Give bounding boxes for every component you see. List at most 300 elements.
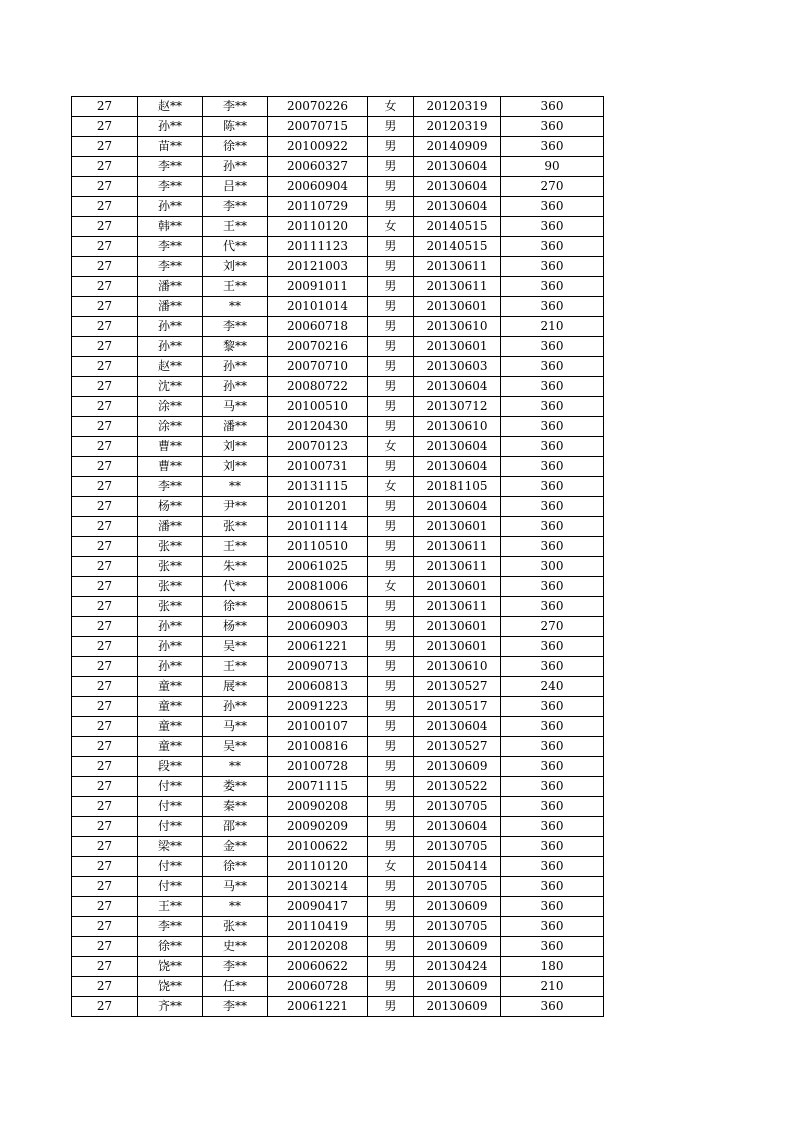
date-cell: 20130604 — [414, 177, 501, 197]
name-b-cell: 马** — [203, 397, 268, 417]
name-a-cell: 李** — [138, 477, 203, 497]
table-row — [72, 977, 604, 997]
name-b-cell: 吴** — [203, 737, 268, 757]
table-row — [72, 137, 604, 157]
name-b-cell: 孙** — [203, 697, 268, 717]
table-row — [72, 537, 604, 557]
date-cell: 20130609 — [414, 937, 501, 957]
name-b-cell: 娄** — [203, 777, 268, 797]
class-cell: 27 — [72, 497, 138, 517]
table-row — [72, 777, 604, 797]
table-row — [72, 917, 604, 937]
date-cell: 20140909 — [414, 137, 501, 157]
table-row — [72, 297, 604, 317]
name-b-cell: ** — [203, 297, 268, 317]
class-cell: 27 — [72, 657, 138, 677]
table-row — [72, 957, 604, 977]
gender-cell: 男 — [368, 117, 414, 137]
name-b-cell: 展** — [203, 677, 268, 697]
table-body — [72, 97, 604, 1017]
name-b-cell: ** — [203, 477, 268, 497]
days-cell: 360 — [501, 357, 604, 377]
days-cell: 360 — [501, 797, 604, 817]
date-cell: 20130609 — [414, 897, 501, 917]
birth-date-cell: 20110120 — [268, 857, 368, 877]
name-a-cell: 曹** — [138, 437, 203, 457]
birth-date-cell: 20070715 — [268, 117, 368, 137]
name-a-cell: 孙** — [138, 197, 203, 217]
name-a-cell: 童** — [138, 737, 203, 757]
name-a-cell: 徐** — [138, 937, 203, 957]
class-cell: 27 — [72, 157, 138, 177]
class-cell: 27 — [72, 177, 138, 197]
date-cell: 20130527 — [414, 677, 501, 697]
table-row — [72, 577, 604, 597]
name-a-cell: 赵** — [138, 357, 203, 377]
birth-date-cell: 20060327 — [268, 157, 368, 177]
name-b-cell: 李** — [203, 197, 268, 217]
days-cell: 270 — [501, 617, 604, 637]
table-row — [72, 637, 604, 657]
name-b-cell: 孙** — [203, 157, 268, 177]
class-cell: 27 — [72, 97, 138, 117]
date-cell: 20130517 — [414, 697, 501, 717]
birth-date-cell: 20100816 — [268, 737, 368, 757]
date-cell: 20181105 — [414, 477, 501, 497]
class-cell: 27 — [72, 777, 138, 797]
class-cell: 27 — [72, 797, 138, 817]
class-cell: 27 — [72, 217, 138, 237]
name-a-cell: 沈** — [138, 377, 203, 397]
class-cell: 27 — [72, 417, 138, 437]
days-cell: 360 — [501, 537, 604, 557]
name-b-cell: 王** — [203, 657, 268, 677]
name-b-cell: 潘** — [203, 417, 268, 437]
name-b-cell: 张** — [203, 517, 268, 537]
date-cell: 20130604 — [414, 717, 501, 737]
gender-cell: 男 — [368, 457, 414, 477]
table-row — [72, 457, 604, 477]
date-cell: 20130604 — [414, 497, 501, 517]
class-cell: 27 — [72, 877, 138, 897]
name-b-cell: 徐** — [203, 597, 268, 617]
class-cell: 27 — [72, 897, 138, 917]
days-cell: 360 — [501, 237, 604, 257]
gender-cell: 男 — [368, 757, 414, 777]
gender-cell: 男 — [368, 517, 414, 537]
days-cell: 360 — [501, 337, 604, 357]
birth-date-cell: 20101114 — [268, 517, 368, 537]
gender-cell: 女 — [368, 97, 414, 117]
table-row — [72, 757, 604, 777]
table-row — [72, 817, 604, 837]
gender-cell: 男 — [368, 737, 414, 757]
name-b-cell: 吴** — [203, 637, 268, 657]
gender-cell: 男 — [368, 137, 414, 157]
name-b-cell: 史** — [203, 937, 268, 957]
table-row — [72, 617, 604, 637]
date-cell: 20130609 — [414, 997, 501, 1017]
gender-cell: 男 — [368, 977, 414, 997]
date-cell: 20130604 — [414, 457, 501, 477]
name-a-cell: 孙** — [138, 337, 203, 357]
date-cell: 20130705 — [414, 797, 501, 817]
gender-cell: 男 — [368, 997, 414, 1017]
gender-cell: 男 — [368, 177, 414, 197]
birth-date-cell: 20061025 — [268, 557, 368, 577]
gender-cell: 女 — [368, 437, 414, 457]
name-b-cell: 朱** — [203, 557, 268, 577]
name-b-cell: 李** — [203, 317, 268, 337]
table-row — [72, 937, 604, 957]
date-cell: 20130705 — [414, 917, 501, 937]
date-cell: 20130604 — [414, 377, 501, 397]
name-a-cell: 杨** — [138, 497, 203, 517]
gender-cell: 男 — [368, 557, 414, 577]
date-cell: 20130705 — [414, 837, 501, 857]
class-cell: 27 — [72, 937, 138, 957]
days-cell: 360 — [501, 97, 604, 117]
name-a-cell: 孙** — [138, 637, 203, 657]
gender-cell: 男 — [368, 637, 414, 657]
birth-date-cell: 20090417 — [268, 897, 368, 917]
class-cell: 27 — [72, 997, 138, 1017]
class-cell: 27 — [72, 577, 138, 597]
gender-cell: 男 — [368, 657, 414, 677]
birth-date-cell: 20060904 — [268, 177, 368, 197]
gender-cell: 男 — [368, 197, 414, 217]
days-cell: 360 — [501, 697, 604, 717]
gender-cell: 男 — [368, 717, 414, 737]
gender-cell: 男 — [368, 917, 414, 937]
name-b-cell: 李** — [203, 97, 268, 117]
gender-cell: 男 — [368, 797, 414, 817]
days-cell: 270 — [501, 177, 604, 197]
class-cell: 27 — [72, 197, 138, 217]
name-b-cell: 马** — [203, 877, 268, 897]
gender-cell: 男 — [368, 937, 414, 957]
name-a-cell: 付** — [138, 777, 203, 797]
gender-cell: 男 — [368, 317, 414, 337]
name-a-cell: 饶** — [138, 957, 203, 977]
name-a-cell: 孙** — [138, 657, 203, 677]
name-b-cell: 黎** — [203, 337, 268, 357]
date-cell: 20130601 — [414, 297, 501, 317]
name-b-cell: 代** — [203, 237, 268, 257]
name-b-cell: 尹** — [203, 497, 268, 517]
date-cell: 20130601 — [414, 337, 501, 357]
name-a-cell: 付** — [138, 857, 203, 877]
name-b-cell: 张** — [203, 917, 268, 937]
table-row — [72, 557, 604, 577]
name-a-cell: 童** — [138, 697, 203, 717]
birth-date-cell: 20061221 — [268, 637, 368, 657]
days-cell: 180 — [501, 957, 604, 977]
class-cell: 27 — [72, 977, 138, 997]
days-cell: 360 — [501, 437, 604, 457]
table-row — [72, 737, 604, 757]
class-cell: 27 — [72, 677, 138, 697]
date-cell: 20130604 — [414, 817, 501, 837]
birth-date-cell: 20090713 — [268, 657, 368, 677]
birth-date-cell: 20060903 — [268, 617, 368, 637]
date-cell: 20130611 — [414, 257, 501, 277]
table-row — [72, 517, 604, 537]
date-cell: 20130604 — [414, 197, 501, 217]
table-row — [72, 997, 604, 1017]
name-a-cell: 童** — [138, 717, 203, 737]
name-b-cell: 邵** — [203, 817, 268, 837]
birth-date-cell: 20070226 — [268, 97, 368, 117]
table-row — [72, 677, 604, 697]
days-cell: 210 — [501, 977, 604, 997]
gender-cell: 男 — [368, 157, 414, 177]
class-cell: 27 — [72, 237, 138, 257]
birth-date-cell: 20110120 — [268, 217, 368, 237]
birth-date-cell: 20070710 — [268, 357, 368, 377]
birth-date-cell: 20060813 — [268, 677, 368, 697]
name-a-cell: 李** — [138, 917, 203, 937]
date-cell: 20130611 — [414, 557, 501, 577]
name-a-cell: 孙** — [138, 117, 203, 137]
name-a-cell: 李** — [138, 237, 203, 257]
date-cell: 20130609 — [414, 977, 501, 997]
name-a-cell: 赵** — [138, 97, 203, 117]
date-cell: 20130712 — [414, 397, 501, 417]
days-cell: 360 — [501, 577, 604, 597]
date-cell: 20130705 — [414, 877, 501, 897]
gender-cell: 男 — [368, 837, 414, 857]
birth-date-cell: 20090209 — [268, 817, 368, 837]
gender-cell: 男 — [368, 677, 414, 697]
birth-date-cell: 20131115 — [268, 477, 368, 497]
name-b-cell: 秦** — [203, 797, 268, 817]
gender-cell: 男 — [368, 497, 414, 517]
days-cell: 360 — [501, 417, 604, 437]
name-a-cell: 涂** — [138, 397, 203, 417]
gender-cell: 男 — [368, 237, 414, 257]
days-cell: 360 — [501, 397, 604, 417]
table-row — [72, 177, 604, 197]
gender-cell: 男 — [368, 297, 414, 317]
class-cell: 27 — [72, 637, 138, 657]
date-cell: 20130522 — [414, 777, 501, 797]
table-row — [72, 277, 604, 297]
name-b-cell: ** — [203, 897, 268, 917]
birth-date-cell: 20090208 — [268, 797, 368, 817]
days-cell: 360 — [501, 597, 604, 617]
gender-cell: 男 — [368, 817, 414, 837]
days-cell: 90 — [501, 157, 604, 177]
class-cell: 27 — [72, 917, 138, 937]
name-b-cell: 孙** — [203, 377, 268, 397]
gender-cell: 男 — [368, 777, 414, 797]
date-cell: 20130603 — [414, 357, 501, 377]
gender-cell: 女 — [368, 577, 414, 597]
days-cell: 360 — [501, 497, 604, 517]
name-a-cell: 潘** — [138, 517, 203, 537]
gender-cell: 男 — [368, 597, 414, 617]
name-a-cell: 张** — [138, 577, 203, 597]
days-cell: 360 — [501, 917, 604, 937]
class-cell: 27 — [72, 817, 138, 837]
name-b-cell: 徐** — [203, 857, 268, 877]
name-a-cell: 王** — [138, 897, 203, 917]
name-a-cell: 付** — [138, 877, 203, 897]
days-cell: 360 — [501, 137, 604, 157]
birth-date-cell: 20120208 — [268, 937, 368, 957]
date-cell: 20130601 — [414, 517, 501, 537]
date-cell: 20140515 — [414, 217, 501, 237]
birth-date-cell: 20101014 — [268, 297, 368, 317]
name-a-cell: 韩** — [138, 217, 203, 237]
birth-date-cell: 20061221 — [268, 997, 368, 1017]
birth-date-cell: 20100107 — [268, 717, 368, 737]
gender-cell: 男 — [368, 257, 414, 277]
date-cell: 20130604 — [414, 157, 501, 177]
name-b-cell: 杨** — [203, 617, 268, 637]
birth-date-cell: 20070123 — [268, 437, 368, 457]
birth-date-cell: 20060728 — [268, 977, 368, 997]
class-cell: 27 — [72, 597, 138, 617]
table-row — [72, 897, 604, 917]
table-row — [72, 877, 604, 897]
class-cell: 27 — [72, 457, 138, 477]
date-cell: 20130604 — [414, 437, 501, 457]
table-row — [72, 717, 604, 737]
days-cell: 360 — [501, 757, 604, 777]
birth-date-cell: 20130214 — [268, 877, 368, 897]
birth-date-cell: 20070216 — [268, 337, 368, 357]
name-a-cell: 梁** — [138, 837, 203, 857]
name-b-cell: 王** — [203, 537, 268, 557]
data-table — [71, 96, 604, 1017]
birth-date-cell: 20120430 — [268, 417, 368, 437]
name-b-cell: 刘** — [203, 457, 268, 477]
name-a-cell: 付** — [138, 817, 203, 837]
days-cell: 360 — [501, 117, 604, 137]
days-cell: 360 — [501, 837, 604, 857]
table-row — [72, 417, 604, 437]
days-cell: 360 — [501, 857, 604, 877]
date-cell: 20120319 — [414, 117, 501, 137]
gender-cell: 男 — [368, 897, 414, 917]
days-cell: 360 — [501, 637, 604, 657]
name-a-cell: 张** — [138, 597, 203, 617]
class-cell: 27 — [72, 397, 138, 417]
table-row — [72, 377, 604, 397]
name-b-cell: ** — [203, 757, 268, 777]
days-cell: 360 — [501, 517, 604, 537]
table-row — [72, 317, 604, 337]
date-cell: 20140515 — [414, 237, 501, 257]
birth-date-cell: 20091011 — [268, 277, 368, 297]
table-row — [72, 237, 604, 257]
table-row — [72, 337, 604, 357]
class-cell: 27 — [72, 117, 138, 137]
class-cell: 27 — [72, 477, 138, 497]
date-cell: 20130611 — [414, 537, 501, 557]
table-row — [72, 257, 604, 277]
class-cell: 27 — [72, 757, 138, 777]
table-row — [72, 217, 604, 237]
class-cell: 27 — [72, 697, 138, 717]
name-a-cell: 童** — [138, 677, 203, 697]
table-row — [72, 197, 604, 217]
birth-date-cell: 20060718 — [268, 317, 368, 337]
gender-cell: 男 — [368, 277, 414, 297]
name-a-cell: 饶** — [138, 977, 203, 997]
gender-cell: 女 — [368, 857, 414, 877]
date-cell: 20130610 — [414, 417, 501, 437]
days-cell: 360 — [501, 297, 604, 317]
class-cell: 27 — [72, 857, 138, 877]
name-a-cell: 李** — [138, 157, 203, 177]
birth-date-cell: 20101201 — [268, 497, 368, 517]
date-cell: 20150414 — [414, 857, 501, 877]
class-cell: 27 — [72, 257, 138, 277]
class-cell: 27 — [72, 297, 138, 317]
name-a-cell: 潘** — [138, 297, 203, 317]
class-cell: 27 — [72, 617, 138, 637]
days-cell: 360 — [501, 737, 604, 757]
date-cell: 20130611 — [414, 277, 501, 297]
name-a-cell: 李** — [138, 177, 203, 197]
name-a-cell: 曹** — [138, 457, 203, 477]
birth-date-cell: 20071115 — [268, 777, 368, 797]
gender-cell: 男 — [368, 377, 414, 397]
table-row — [72, 697, 604, 717]
date-cell: 20130601 — [414, 577, 501, 597]
gender-cell: 男 — [368, 337, 414, 357]
days-cell: 360 — [501, 657, 604, 677]
name-b-cell: 金** — [203, 837, 268, 857]
name-b-cell: 李** — [203, 997, 268, 1017]
name-a-cell: 段** — [138, 757, 203, 777]
days-cell: 360 — [501, 997, 604, 1017]
class-cell: 27 — [72, 737, 138, 757]
days-cell: 240 — [501, 677, 604, 697]
days-cell: 360 — [501, 897, 604, 917]
name-b-cell: 孙** — [203, 357, 268, 377]
class-cell: 27 — [72, 337, 138, 357]
days-cell: 360 — [501, 717, 604, 737]
table-row — [72, 837, 604, 857]
table-row — [72, 657, 604, 677]
days-cell: 210 — [501, 317, 604, 337]
table-row — [72, 437, 604, 457]
birth-date-cell: 20110510 — [268, 537, 368, 557]
class-cell: 27 — [72, 377, 138, 397]
class-cell: 27 — [72, 317, 138, 337]
name-a-cell: 孙** — [138, 617, 203, 637]
birth-date-cell: 20080615 — [268, 597, 368, 617]
birth-date-cell: 20091223 — [268, 697, 368, 717]
days-cell: 360 — [501, 877, 604, 897]
name-a-cell: 张** — [138, 557, 203, 577]
date-cell: 20130424 — [414, 957, 501, 977]
name-a-cell: 李** — [138, 257, 203, 277]
name-b-cell: 刘** — [203, 437, 268, 457]
table-row — [72, 357, 604, 377]
class-cell: 27 — [72, 437, 138, 457]
gender-cell: 男 — [368, 877, 414, 897]
gender-cell: 女 — [368, 477, 414, 497]
class-cell: 27 — [72, 717, 138, 737]
name-b-cell: 任** — [203, 977, 268, 997]
table-row — [72, 497, 604, 517]
birth-date-cell: 20110419 — [268, 917, 368, 937]
